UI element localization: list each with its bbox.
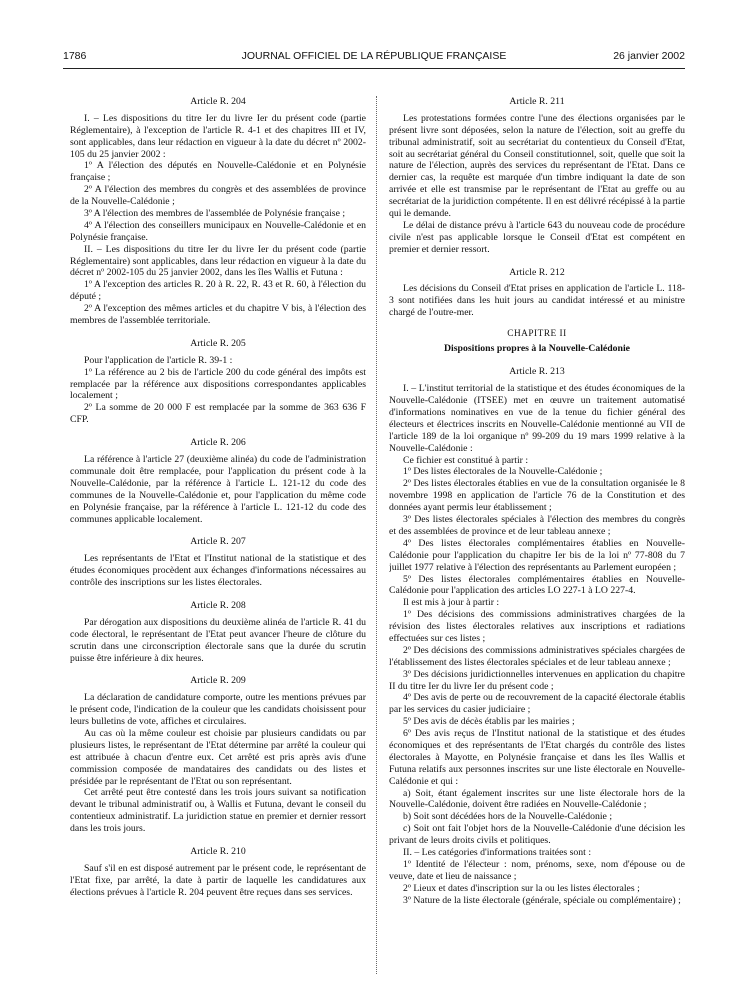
- paragraph: 1º A l'exception des articles R. 20 à R. 22, R. 43 et R. 60, à l'élection du député ;: [70, 279, 366, 303]
- issue-date: 26 janvier 2002: [613, 50, 685, 62]
- paragraph: Par dérogation aux dispositions du deuxième alinéa de l'article R. 41 du code électoral, le représentant de l'Etat peut avancer l'heure de clôture du scrutin dans une circonscription électorale sans que la durée du scrutin puisse être inférieure à dix heures.: [70, 616, 366, 664]
- chapter-label: CHAPITRE II: [507, 329, 567, 340]
- paragraph: 3º A l'élection des membres de l'assemblée de Polynésie française ;: [84, 208, 346, 220]
- paragraph: 4º Des avis de perte ou de recouvrement de la capacité électorale établis par les services du casier judiciaire ;: [389, 692, 685, 716]
- paragraph: 6º Des avis reçus de l'Institut national de la statistique et des études économiques et des représentants de l'Etat chargés du contrôle des listes électorales à Mayotte, en Polynésie française et dans les îles Wallis et Futuna relatifs aux personnes inscrites sur une liste électorale en Nouvelle-Calédonie et qui :: [389, 728, 685, 787]
- paragraph: b) Soit sont décédées hors de la Nouvelle-Calédonie ;: [403, 811, 613, 823]
- paragraph: I. – Les dispositions du titre Ier du livre Ier du présent code (partie Réglementaire), à l'exception de l'article R. 4-1 et des chapitres III et IV, sont applicables, dans leur rédaction en vigueur à la date du décret nº 2002-105 du 25 janvier 2002 :: [70, 112, 366, 160]
- paragraph: Pour l'application de l'article R. 39-1 :: [84, 354, 233, 366]
- paragraph: Les décisions du Conseil d'Etat prises en application de l'article L. 118-3 sont notifiées dans les huit jours au candidat intéressé et au ministre chargé de l'outre-mer.: [389, 283, 685, 319]
- paragraph: La déclaration de candidature comporte, outre les mentions prévues par le présent code, l'indication de la couleur que les candidats choisissent pour leurs bulletins de vote, affiches et circulaires.: [70, 692, 366, 728]
- paragraph: 1º Identité de l'électeur : nom, prénoms, sexe, nom d'épouse ou de veuve, date et lieu de naissance ;: [389, 858, 685, 882]
- paragraph: 1º A l'élection des députés en Nouvelle-Calédonie et en Polynésie française ;: [70, 160, 366, 184]
- paragraph: Les protestations formées contre l'une des élections organisées par le présent livre sont déposées, selon la nature de l'élection, soit au greffe du tribunal administratif, soit au secrétariat du contentieux du Conseil d'Etat, soit au secrétariat général du Conseil constitutionnel, soit, quelle que soit la nature de l'élection, auprès des services du représentant de l'Etat. Dans ce dernier cas, la requête est marquée d'un timbre indiquant la date de son arrivée et elle est transmise par le représentant de l'Etat au greffe ou au secrétariat de la juridiction compétente. Il en est délivré récépissé à la partie qui le demande.: [389, 112, 685, 220]
- page-header: [63, 50, 685, 66]
- paragraph: 3º Des décisions juridictionnelles intervenues en application du chapitre II du titre Ier du livre Ier du présent code ;: [389, 668, 685, 692]
- paragraph: 3º Nature de la liste électorale (générale, spéciale ou complémentaire) ;: [403, 894, 681, 906]
- paragraph: 5º Des listes électorales complémentaires établies en Nouvelle-Calédonie pour l'application des articles LO 227-1 à LO 227-4.: [389, 573, 685, 597]
- article-heading: Article R. 207: [190, 536, 246, 548]
- paragraph: La référence à l'article 27 (deuxième alinéa) du code de l'administration communale doit être remplacée, pour l'application du présent code à la Nouvelle-Calédonie, par la référence à l'article L. 121-12 du code des communes de la Nouvelle-Calédonie et, pour l'application du même code en Polynésie française, par la référence à l'article L. 121-12 du code des communes applicable localement.: [70, 454, 366, 525]
- paragraph: 2º Des décisions des commissions administratives spéciales chargées de l'établissement des listes électorales spéciales et de leur tableau annexe ;: [389, 644, 685, 668]
- header-rule: [63, 68, 685, 69]
- right-column: [389, 96, 685, 976]
- paragraph: 2º La somme de 20 000 F est remplacée par la somme de 363 636 F CFP.: [70, 402, 366, 426]
- article-heading: Article R. 211: [509, 96, 565, 107]
- chapter-title: Dispositions propres à la Nouvelle-Calédonie: [444, 343, 630, 355]
- paragraph: 4º Des listes électorales complémentaires établies en Nouvelle-Calédonie pour l'application du chapitre Ier bis de la loi nº 77-808 du 7 juillet 1977 relative à l'élection des représentants au Parlement européen ;: [389, 537, 685, 573]
- article-heading: Article R. 209: [190, 675, 246, 687]
- article-heading: Article R. 204: [190, 96, 246, 107]
- paragraph: 2º Lieux et dates d'inscription sur la ou les listes électorales ;: [403, 882, 640, 894]
- article-heading: Article R. 210: [190, 845, 246, 857]
- left-column: [70, 96, 366, 976]
- paragraph: 3º Des listes électorales spéciales à l'élection des membres du congrès et des assemblées de province et de leur tableau annexe ;: [389, 514, 685, 537]
- paragraph: 1º La référence au 2 bis de l'article 200 du code général des impôts est remplacée par la référence aux dispositions correspondantes applicables localement ;: [70, 366, 366, 402]
- paragraph: II. – Les dispositions du titre Ier du livre Ier du présent code (partie Réglementaire) sont applicables, dans leur rédaction en vigueur à la date du décret nº 2002-105 du 25 janvier 2002, dans les îles Wallis et Futuna :: [70, 243, 366, 279]
- article-heading: Article R. 206: [190, 437, 246, 449]
- paragraph: Cet arrêté peut être contesté dans les trois jours suivant sa notification devant le tribunal administratif ou, à Wallis et Futuna, devant le conseil du contentieux administratif. La juridiction statue en premier et dernier ressort dans les trois jours.: [70, 787, 366, 835]
- article-heading: Article R. 205: [190, 337, 246, 349]
- article-heading: Article R. 212: [509, 266, 565, 278]
- paragraph: I. – L'institut territorial de la statistique et des études économiques de la Nouvelle-Calédonie (ITSEE) met en œuvre un traitement automatisé d'informations nominatives en vue de la tenue du fichier général des électeurs et électrices inscrits en Nouvelle-Calédonie mentionné au VII de l'article 189 de la loi organique nº 99-209 du 19 mars 1999 relative à la Nouvelle-Calédonie :: [389, 383, 685, 454]
- page-number: 1786: [63, 50, 87, 62]
- article-heading: Article R. 208: [190, 599, 246, 611]
- column-separator: [376, 96, 377, 974]
- paragraph: 2º A l'élection des membres du congrès et des assemblées de province de la Nouvelle-Calédonie ;: [70, 184, 366, 208]
- paragraph: 4º A l'élection des conseillers municipaux en Nouvelle-Calédonie et en Polynésie française.: [70, 219, 366, 243]
- paragraph: Sauf s'il en est disposé autrement par le présent code, le représentant de l'Etat fixe, par arrêté, la date à partir de laquelle les candidatures aux élections prévues à l'article R. 204 peuvent être reçues dans ses services.: [70, 862, 366, 898]
- paragraph: 1º Des décisions des commissions administratives chargées de la révision des listes électorales relatives aux inscriptions et radiations effectuées sur ces listes ;: [389, 609, 685, 644]
- paragraph: 5º Des avis de décès établis par les mairies ;: [403, 716, 575, 728]
- paragraph: Il est mis à jour à partir :: [403, 597, 500, 609]
- paragraph: 2º Des listes électorales établies en vue de la consultation organisée le 8 novembre 1998 en application de l'article 76 de la Constitution et des données ayant permis leur établissement ;: [389, 478, 685, 514]
- paragraph: Le délai de distance prévu à l'article 643 du nouveau code de procédure civile n'est pas applicable lorsque le Conseil d'Etat est compétent en premier et dernier ressort.: [389, 219, 685, 255]
- article-heading: Article R. 213: [509, 366, 565, 378]
- paragraph: Au cas où la même couleur est choisie par plusieurs candidats ou par plusieurs listes, le représentant de l'Etat détermine par arrêté la couleur qui est attribuée à chacun d'entre eux. Cet arrêté est pris après avis d'une commission composée de mandataires des candidats ou des listes et présidée par le représentant de l'Etat ou son représentant.: [70, 727, 366, 787]
- paragraph: a) Soit, étant également inscrites sur une liste électorale hors de la Nouvelle-Calédonie, doivent être radiées en Nouvelle-Calédonie ;: [389, 787, 685, 811]
- paragraph: c) Soit ont fait l'objet hors de la Nouvelle-Calédonie d'une décision les privant de leurs droits civils et politiques.: [389, 823, 685, 847]
- paragraph: 2º A l'exception des mêmes articles et du chapitre V bis, à l'élection des membres de l'assemblée territoriale.: [70, 303, 366, 327]
- paragraph: II. – Les catégories d'informations traitées sont :: [403, 846, 592, 858]
- paragraph: Les représentants de l'Etat et l'Institut national de la statistique et des études économiques procèdent aux échanges d'informations nécessaires au contrôle des inscriptions sur les listes électorales.: [70, 553, 366, 589]
- journal-title: JOURNAL OFFICIEL DE LA RÉPUBLIQUE FRANÇAISE: [241, 50, 507, 62]
- paragraph: Ce fichier est constitué à partir :: [403, 454, 529, 466]
- paragraph: 1º Des listes électorales de la Nouvelle-Calédonie ;: [403, 466, 603, 478]
